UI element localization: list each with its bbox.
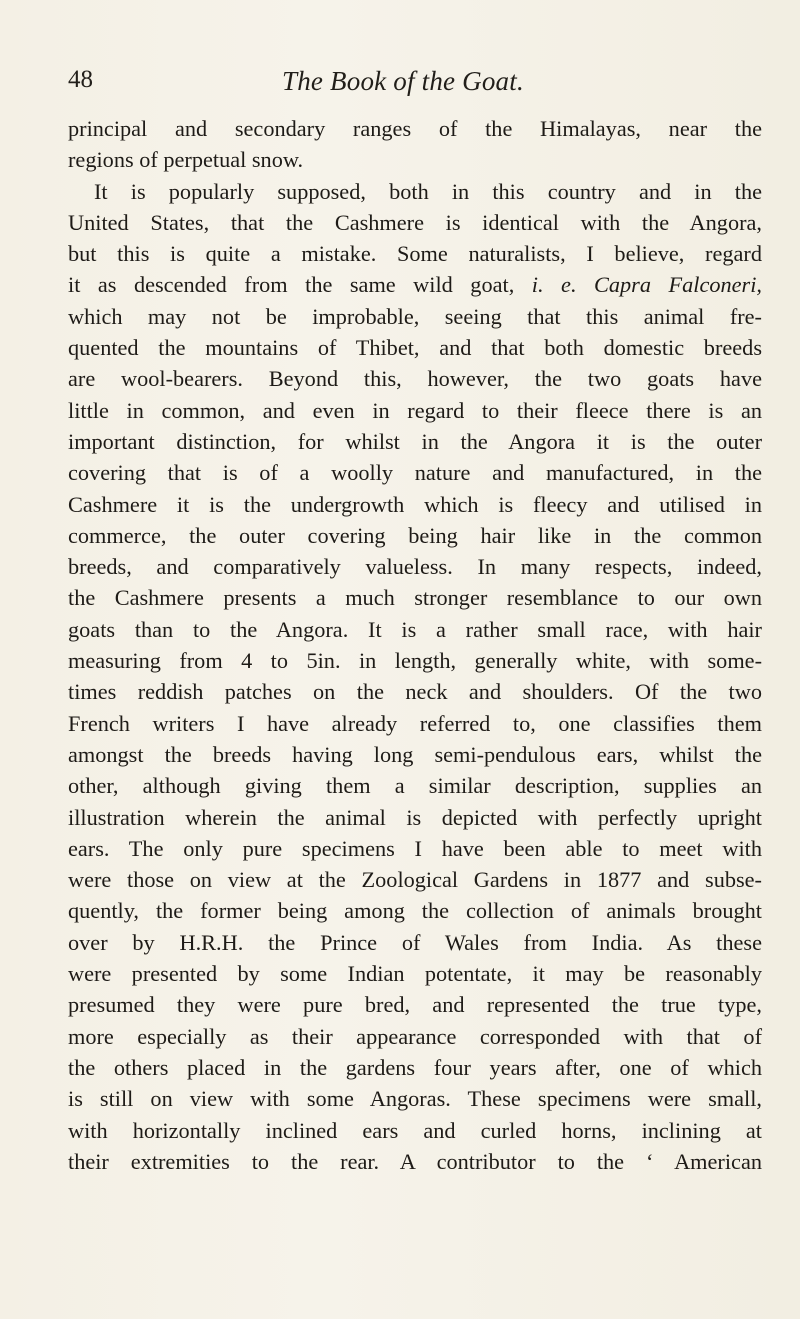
text-line: French writers I have already referred to, one classifies them	[68, 710, 762, 736]
text-line: Cashmere it is the undergrowth which is fleecy and utilised in	[68, 491, 762, 517]
text-line: their extremities to the rear. A contributor to the ‘ American	[68, 1148, 762, 1174]
text-line: quented the mountains of Thibet, and that both domestic breeds	[68, 335, 762, 361]
text-line: but this is quite a mistake. Some naturalists, I believe, regard	[68, 241, 762, 267]
text-line: presumed they were pure bred, and represented the true type,	[68, 992, 762, 1018]
text-line: amongst the breeds having long semi-pendulous ears, whilst the	[68, 741, 762, 767]
text-line: were those on view at the Zoological Gardens in 1877 and subse-	[68, 867, 762, 893]
text-line: measuring from 4 to 5in. in length, generally white, with some-	[68, 648, 762, 674]
text-line: times reddish patches on the neck and shoulders. Of the two	[68, 679, 762, 705]
text-line: important distinction, for whilst in the Angora it is the outer	[68, 428, 762, 454]
body-text	[68, 113, 762, 1177]
text-line: little in common, and even in regard to their fleece there is an	[68, 397, 762, 423]
text-line: goats than to the Angora. It is a rather small race, with hair	[68, 616, 762, 642]
text-line: breeds, and comparatively valueless. In many respects, indeed,	[68, 554, 762, 580]
text-line: the others placed in the gardens four years after, one of which	[68, 1054, 762, 1080]
text-line: other, although giving them a similar description, supplies an	[68, 773, 762, 799]
text-line: the Cashmere presents a much stronger resemblance to our own	[68, 585, 762, 611]
text-line: is still on view with some Angoras. These specimens were small,	[68, 1086, 762, 1112]
text-line: were presented by some Indian potentate, it may be reasonably	[68, 961, 762, 987]
text-line: commerce, the outer covering being hair like in the common	[68, 522, 762, 548]
text-line: It is popularly supposed, both in this country and in the	[94, 178, 762, 204]
text-line: regions of perpetual snow.	[68, 147, 304, 173]
text-segment: it as descended from the same wild goat,	[68, 272, 515, 298]
running-title: The Book of the Goat.	[282, 66, 524, 96]
italic-species-name: i. e. Capra Falconeri,	[531, 272, 762, 298]
page-number: 48	[68, 66, 93, 93]
text-line: ears. The only pure specimens I have been able to meet with	[68, 835, 762, 861]
text-line: United States, that the Cashmere is identical with the Angora,	[68, 209, 762, 235]
text-line: more especially as their appearance corresponded with that of	[68, 1023, 762, 1049]
text-line: quently, the former being among the collection of animals brought	[68, 898, 762, 924]
text-line: over by H.R.H. the Prince of Wales from India. As these	[68, 929, 762, 955]
page-header	[0, 66, 800, 102]
text-line: with horizontally inclined ears and curled horns, inclining at	[68, 1117, 762, 1143]
text-line: principal and secondary ranges of the Himalayas, near the	[68, 116, 762, 141]
text-line-with-italic	[68, 269, 762, 300]
text-line: are wool-bearers. Beyond this, however, the two goats have	[68, 366, 762, 392]
text-line: illustration wherein the animal is depicted with perfectly upright	[68, 804, 762, 830]
text-line: covering that is of a woolly nature and manufactured, in the	[68, 460, 762, 486]
text-line: which may not be improbable, seeing that this animal fre-	[68, 303, 762, 329]
